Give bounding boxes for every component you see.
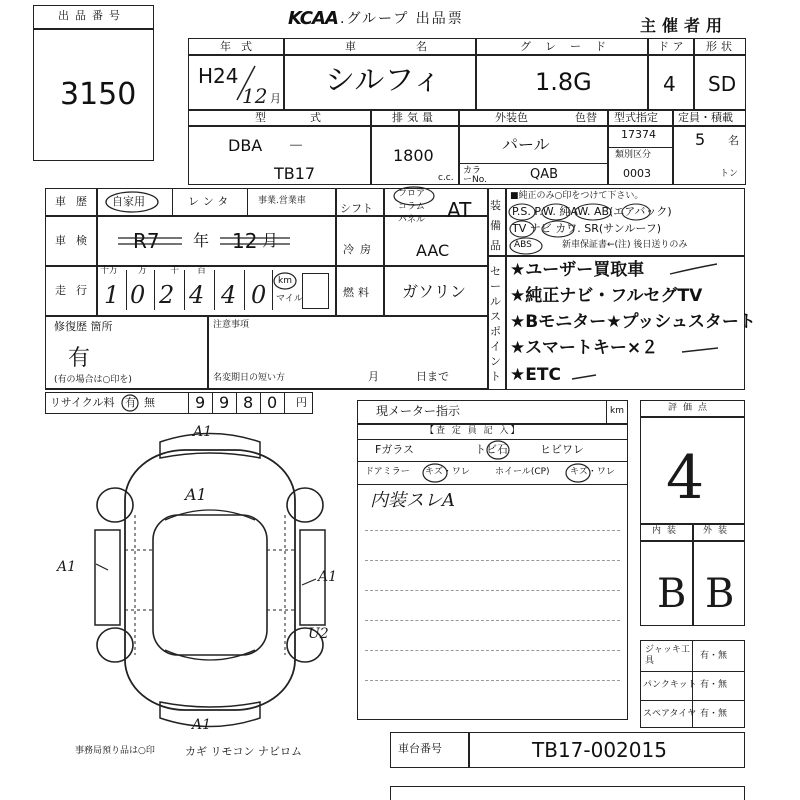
inspection-strike	[110, 228, 310, 258]
office-items: カギ リモコン ナビロム	[185, 745, 302, 758]
km-circle	[272, 270, 302, 290]
right-arrow-line	[300, 573, 340, 603]
category-label: 類別区分	[615, 150, 652, 160]
recycle-digit-4: 0	[267, 393, 278, 412]
recycle-digit-1: 9	[195, 393, 206, 412]
capacity-value: 5	[695, 130, 706, 149]
damage-mark-hood: A1	[185, 485, 207, 504]
capacity-unit: 名	[728, 134, 739, 147]
model-dash: －	[288, 136, 305, 155]
repair-note: (有の場合は○印を)	[54, 375, 132, 385]
jack-value: 有・無	[700, 651, 728, 661]
meter-label: 現メーター指示	[376, 404, 461, 418]
equipment-line-1: P.S. P.W. 純AW. AB(エアバック)	[512, 205, 672, 218]
inspector-handwritten-note: 内装スレA	[370, 490, 455, 511]
displacement-value: 1800	[393, 146, 434, 165]
grade-label: グレード	[520, 40, 620, 53]
exterior-label: 外装	[703, 526, 734, 536]
equipment-circles	[506, 198, 746, 260]
fuel-label: 燃料	[343, 286, 373, 299]
f-glass-label: Fガラス	[375, 443, 414, 456]
recycle-yes: 有	[125, 396, 136, 409]
inspection-year: R7	[133, 229, 160, 253]
color-no: QAB	[530, 167, 559, 182]
chassis-number: TB17-002015	[532, 738, 667, 762]
sales-point-3: ★Bモニター★プッシュスタート	[510, 312, 756, 332]
recycle-yes-circle	[119, 392, 141, 414]
inspection-month: 12	[232, 229, 258, 253]
equipment-warranty: 新車保証書←(注) 後日送りのみ	[562, 240, 688, 250]
mileage-digit-1: 1	[104, 281, 120, 309]
mileage-label: 走行	[55, 284, 97, 297]
recycle-no: 無	[144, 396, 155, 409]
recycle-digit-2: 9	[219, 393, 230, 412]
inspector-section-label: 【査 定 員 記 入】	[425, 426, 522, 436]
repair-value: 有	[68, 346, 91, 371]
km-unit: km	[278, 276, 292, 286]
type-designation: 17374	[621, 128, 656, 141]
grade-label: 評価点	[668, 403, 714, 413]
ac-value: AAC	[416, 241, 450, 260]
name-change-month: 月	[368, 370, 379, 383]
equipment-note: ■純正のみ○印をつけて下さい。	[510, 191, 644, 201]
mileage-unit-100k: 十万	[100, 266, 119, 276]
door-mirror-label: ドアミラー	[365, 467, 410, 477]
sales-dash-3	[568, 367, 628, 387]
left-arrow-line	[70, 556, 110, 586]
brand-logo: KCAA	[288, 8, 338, 29]
bottom-partial-box	[390, 786, 745, 800]
name-change-label: 名変期日の短い方	[213, 373, 286, 383]
damage-mark-rear: A1	[192, 717, 212, 733]
color-no-label: カラーNo.	[463, 166, 487, 185]
spare-value: 有・無	[700, 709, 728, 719]
interior-grade: B	[657, 571, 687, 617]
wheel-label: ホイール(CP)	[495, 467, 550, 477]
door-mirror-scratch: キズ・ワレ	[425, 467, 470, 477]
shift-option-column: コラム	[398, 202, 425, 212]
month-value: 12	[242, 84, 268, 108]
doors-value: 4	[663, 72, 676, 96]
model-label: 型式	[255, 111, 365, 124]
chip-circle	[483, 438, 513, 462]
chassis-label: 車台番号	[398, 742, 442, 755]
shape-label: 形状	[706, 40, 736, 53]
history-rental: レンタ	[188, 195, 233, 208]
inspection-month-unit: 月	[262, 231, 279, 250]
capacity-label: 定員・積載	[678, 111, 733, 124]
meter-km: km	[610, 406, 624, 416]
name-change-day: 日まで	[416, 370, 449, 383]
sales-dash-1	[665, 258, 745, 288]
shift-option-floor: フロア	[398, 189, 426, 199]
color-swap-label: 色替	[575, 111, 597, 124]
month-unit: 月	[270, 92, 281, 105]
sheet-title: .グループ 出品票	[340, 11, 464, 27]
chip-label: トビ石	[475, 443, 508, 456]
sales-point-1: ★ユーザー買取車	[510, 260, 645, 280]
grade-score: 4	[666, 443, 705, 513]
recycle-yen: 円	[296, 396, 307, 409]
year-label: 年式	[220, 40, 262, 53]
mileage-unit-10k: 万	[138, 266, 148, 276]
doors-label: ドア	[658, 40, 688, 53]
grade-value: 1.8G	[535, 68, 592, 96]
history-business: 事業.営業車	[258, 196, 306, 206]
equipment-line-2: TV ナビ カワ. SR(サンルーフ)	[512, 222, 662, 235]
fuel-value: ガソリン	[402, 282, 467, 301]
organizer-label: 主催者用	[640, 16, 729, 35]
type-designation-label: 型式指定	[614, 111, 658, 124]
mileage-digit-4: 4	[189, 281, 205, 309]
damage-mark-right-rear: U2	[308, 626, 329, 642]
sales-point-4: ★スマートキー×２	[510, 338, 659, 358]
car-name-label: 車名	[345, 40, 487, 53]
shift-option-panel: パネル	[398, 215, 426, 225]
recycle-digit-3: 8	[243, 393, 254, 412]
displacement-label: 排気量	[392, 111, 437, 124]
lot-number-label: 出品番号	[58, 9, 126, 22]
damage-mark-left: A1	[57, 559, 77, 575]
crack-label: ヒビワレ	[540, 443, 584, 456]
sales-point-2: ★純正ナビ・フルセグTV	[510, 286, 703, 306]
shift-label: シフト	[340, 202, 373, 215]
exterior-color-label: 外装色	[495, 111, 528, 124]
equipment-label: 装備品	[490, 199, 501, 252]
damage-mark-right: A1	[318, 569, 338, 585]
damage-mark-front: A1	[193, 424, 213, 440]
inspection-year-unit: 年	[193, 231, 210, 250]
history-label: 車歴	[55, 195, 97, 208]
mileage-unit-100: 百	[197, 266, 207, 276]
model-code: TB17	[274, 164, 316, 183]
lot-number: 3150	[60, 77, 137, 112]
office-note: 事務局預り品は○印	[75, 746, 155, 756]
car-name: シルフィ	[325, 63, 442, 98]
ton-unit: トン	[720, 169, 739, 179]
interior-label: 内装	[652, 526, 683, 536]
mileage-digit-6: 0	[251, 281, 267, 309]
exterior-color: パール	[502, 135, 550, 154]
mileage-digit-2: 0	[130, 281, 146, 309]
shape-value: SD	[708, 72, 737, 96]
inspection-label: 車検	[55, 234, 97, 247]
wheel-circle	[563, 462, 593, 484]
floor-circle	[392, 185, 442, 207]
caution-label: 注意事項	[213, 320, 250, 330]
category-value: 0003	[623, 167, 651, 180]
mileage-digit-3: 2	[159, 281, 175, 309]
exterior-grade: B	[705, 571, 735, 617]
mirror-circle	[420, 462, 450, 484]
repair-label: 修復歴 箇所	[54, 320, 113, 333]
wheel-scratch: キズ・ワレ	[570, 467, 615, 477]
spare-label: スペアタイヤ	[643, 709, 697, 719]
sales-dash-2	[678, 340, 738, 360]
model-prefix: DBA	[228, 136, 263, 155]
mileage-digit-5: 4	[221, 281, 237, 309]
shift-value: AT	[447, 198, 472, 222]
sales-point-label: セールスポイント	[490, 265, 501, 383]
mile-unit: マイル	[276, 294, 303, 304]
equipment-line-3: ABS	[514, 240, 532, 250]
puncture-label: パンクキット	[643, 680, 697, 690]
cc-unit: c.c.	[438, 173, 454, 183]
jack-label: ジャッキ工具	[645, 645, 690, 666]
sales-point-5: ★ETC	[510, 365, 561, 385]
private-circle	[104, 190, 164, 214]
ac-label: 冷房	[343, 243, 377, 256]
recycle-label: リサイクル料	[50, 396, 115, 409]
year-slash	[225, 64, 285, 108]
mileage-unit-1k: 千	[170, 266, 180, 276]
puncture-value: 有・無	[700, 680, 728, 690]
history-private: 自家用	[112, 195, 145, 208]
year-value: H24	[198, 64, 239, 88]
